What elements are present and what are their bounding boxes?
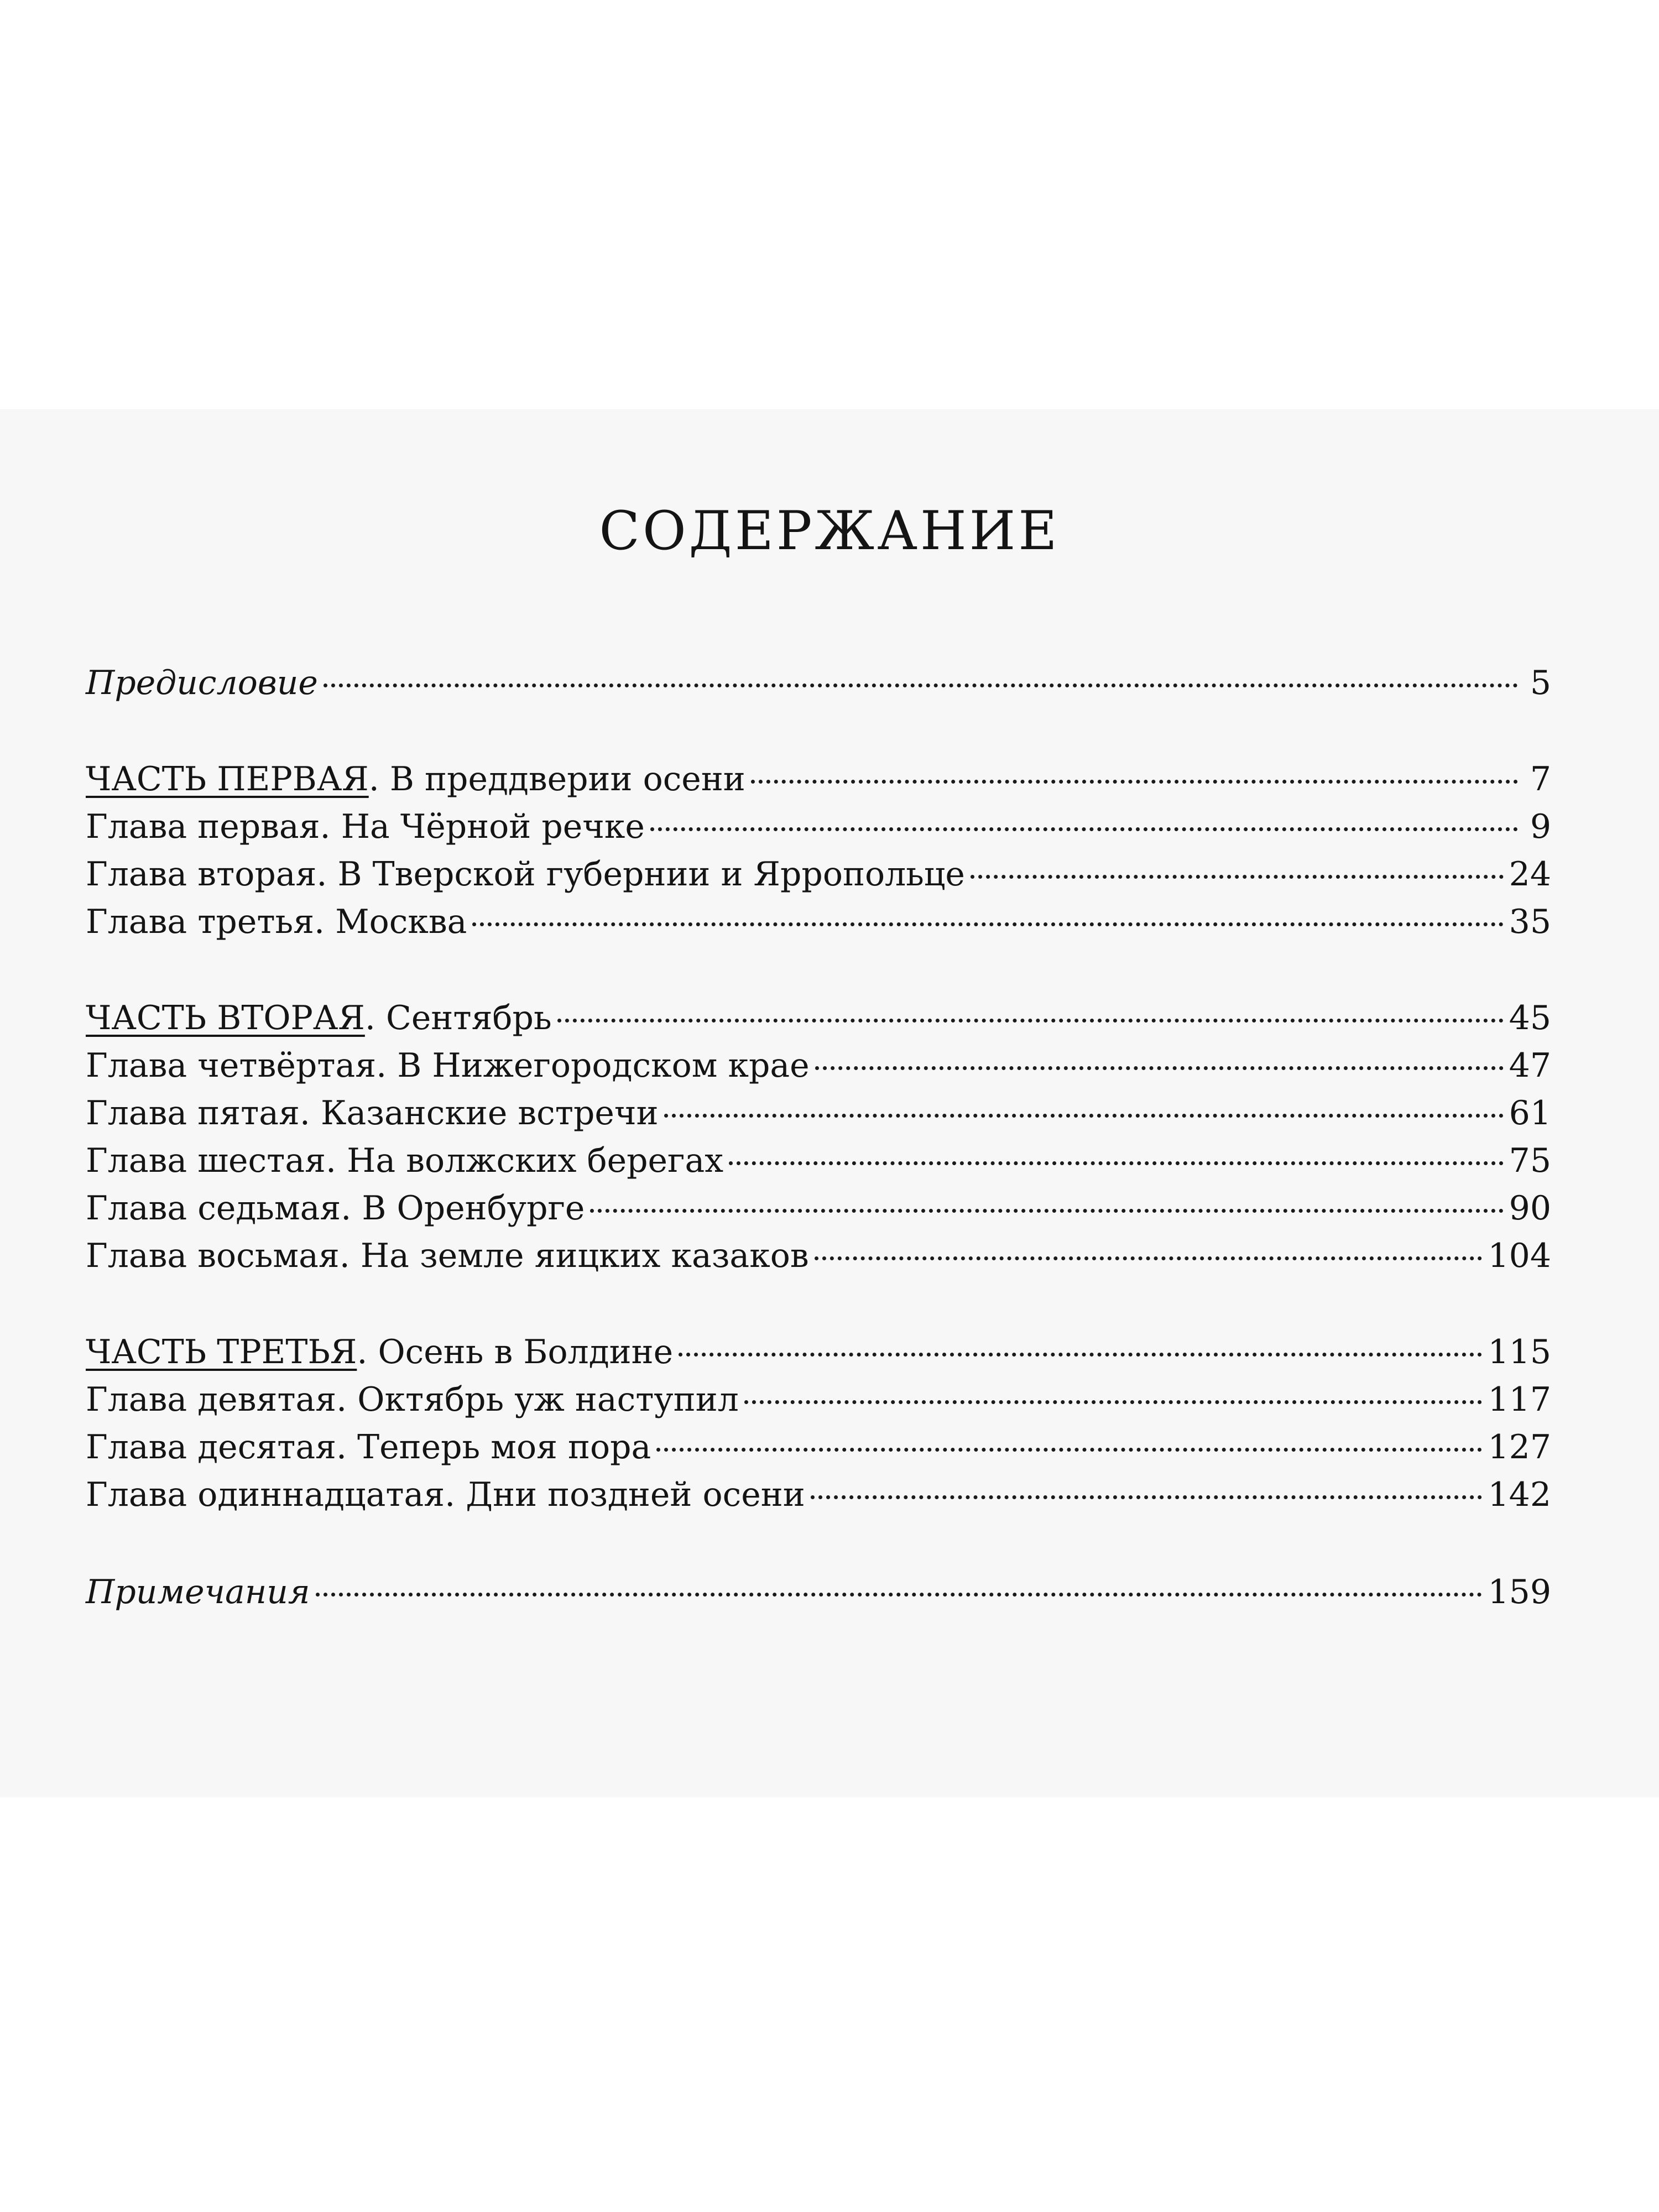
book-page — [0, 409, 1659, 1797]
toc-entry-title: Глава восьмая. На земле яицких казаков — [86, 1237, 809, 1275]
part-label: ЧАСТЬ ВТОРАЯ — [86, 999, 365, 1037]
toc-entry — [86, 855, 1551, 902]
toc-part-heading — [86, 999, 1551, 1046]
toc-entry-title: Глава вторая. В Тверской губернии и Ярропольце — [86, 855, 965, 894]
dot-leader — [971, 875, 1504, 879]
dot-leader — [664, 1114, 1504, 1118]
toc-page-number: 45 — [1509, 999, 1551, 1037]
toc-entry-preface — [86, 664, 1551, 711]
toc-entry — [86, 1094, 1551, 1141]
dot-leader — [811, 1495, 1483, 1499]
toc-entry-title: Глава седьмая. В Оренбурге — [86, 1189, 585, 1228]
toc-page-number: 90 — [1509, 1189, 1551, 1228]
dot-leader — [472, 922, 1503, 926]
part-label: ЧАСТЬ ПЕРВАЯ — [86, 760, 369, 799]
dot-leader — [590, 1209, 1503, 1213]
dot-leader — [679, 1353, 1482, 1357]
toc-entry-title: Глава шестая. На волжских берегах — [86, 1141, 724, 1180]
part-subtitle: . В преддверии осени — [368, 760, 745, 799]
dot-leader — [650, 827, 1518, 831]
toc-entry — [86, 807, 1551, 855]
toc-entry-title: Глава десятая. Теперь моя пора — [86, 1428, 651, 1467]
dot-leader — [815, 1256, 1483, 1260]
toc-entry — [86, 1189, 1551, 1237]
toc-entry — [86, 1046, 1551, 1094]
toc-entry-title: Глава четвёртая. В Нижегородском крае — [86, 1046, 810, 1085]
page-title: СОДЕРЖАНИЕ — [599, 500, 1060, 562]
part-subtitle: . Осень в Болдине — [357, 1333, 674, 1371]
toc-entry — [86, 1380, 1551, 1428]
table-of-contents — [86, 664, 1551, 1620]
toc-page-number: 24 — [1509, 855, 1551, 894]
toc-entry-title: Примечания — [86, 1573, 310, 1611]
toc-entry-title: Глава первая. На Чёрной речке — [86, 807, 645, 846]
toc-entry-title: Глава девятая. Октябрь уж наступил — [86, 1380, 739, 1419]
dot-leader — [729, 1161, 1504, 1165]
toc-entry — [86, 902, 1551, 950]
toc-page-number: 115 — [1488, 1333, 1551, 1371]
toc-entry — [86, 1237, 1551, 1284]
toc-entry — [86, 1141, 1551, 1189]
dot-leader — [324, 684, 1518, 687]
toc-entry — [86, 1428, 1551, 1475]
toc-page-number: 9 — [1530, 807, 1551, 846]
toc-page-number: 35 — [1509, 902, 1551, 941]
toc-page-number: 117 — [1488, 1380, 1551, 1419]
part-label: ЧАСТЬ ТРЕТЬЯ — [86, 1333, 357, 1371]
toc-entry-notes — [86, 1573, 1551, 1620]
toc-page-number: 127 — [1488, 1428, 1551, 1467]
toc-entry-title: Предисловие — [86, 664, 318, 702]
toc-entry-title: Глава одиннадцатая. Дни поздней осени — [86, 1475, 805, 1514]
toc-part-heading — [86, 760, 1551, 807]
dot-leader — [744, 1400, 1483, 1404]
toc-page-number: 142 — [1488, 1475, 1551, 1514]
dot-leader — [316, 1593, 1483, 1597]
toc-page-number: 104 — [1488, 1237, 1551, 1275]
toc-page-number: 5 — [1530, 664, 1551, 702]
toc-entry-title: Глава третья. Москва — [86, 902, 467, 941]
toc-page-number: 61 — [1509, 1094, 1551, 1133]
dot-leader — [751, 780, 1518, 784]
toc-entry — [86, 1475, 1551, 1523]
toc-page-number: 7 — [1530, 760, 1551, 799]
dot-leader — [815, 1066, 1504, 1070]
toc-page-number: 75 — [1509, 1141, 1551, 1180]
toc-page-number: 47 — [1509, 1046, 1551, 1085]
part-subtitle: . Сентябрь — [364, 999, 552, 1037]
toc-entry-title: Глава пятая. Казанские встречи — [86, 1094, 659, 1133]
toc-page-number: 159 — [1488, 1573, 1551, 1611]
toc-part-heading — [86, 1333, 1551, 1380]
dot-leader — [557, 1019, 1504, 1022]
dot-leader — [656, 1448, 1482, 1452]
